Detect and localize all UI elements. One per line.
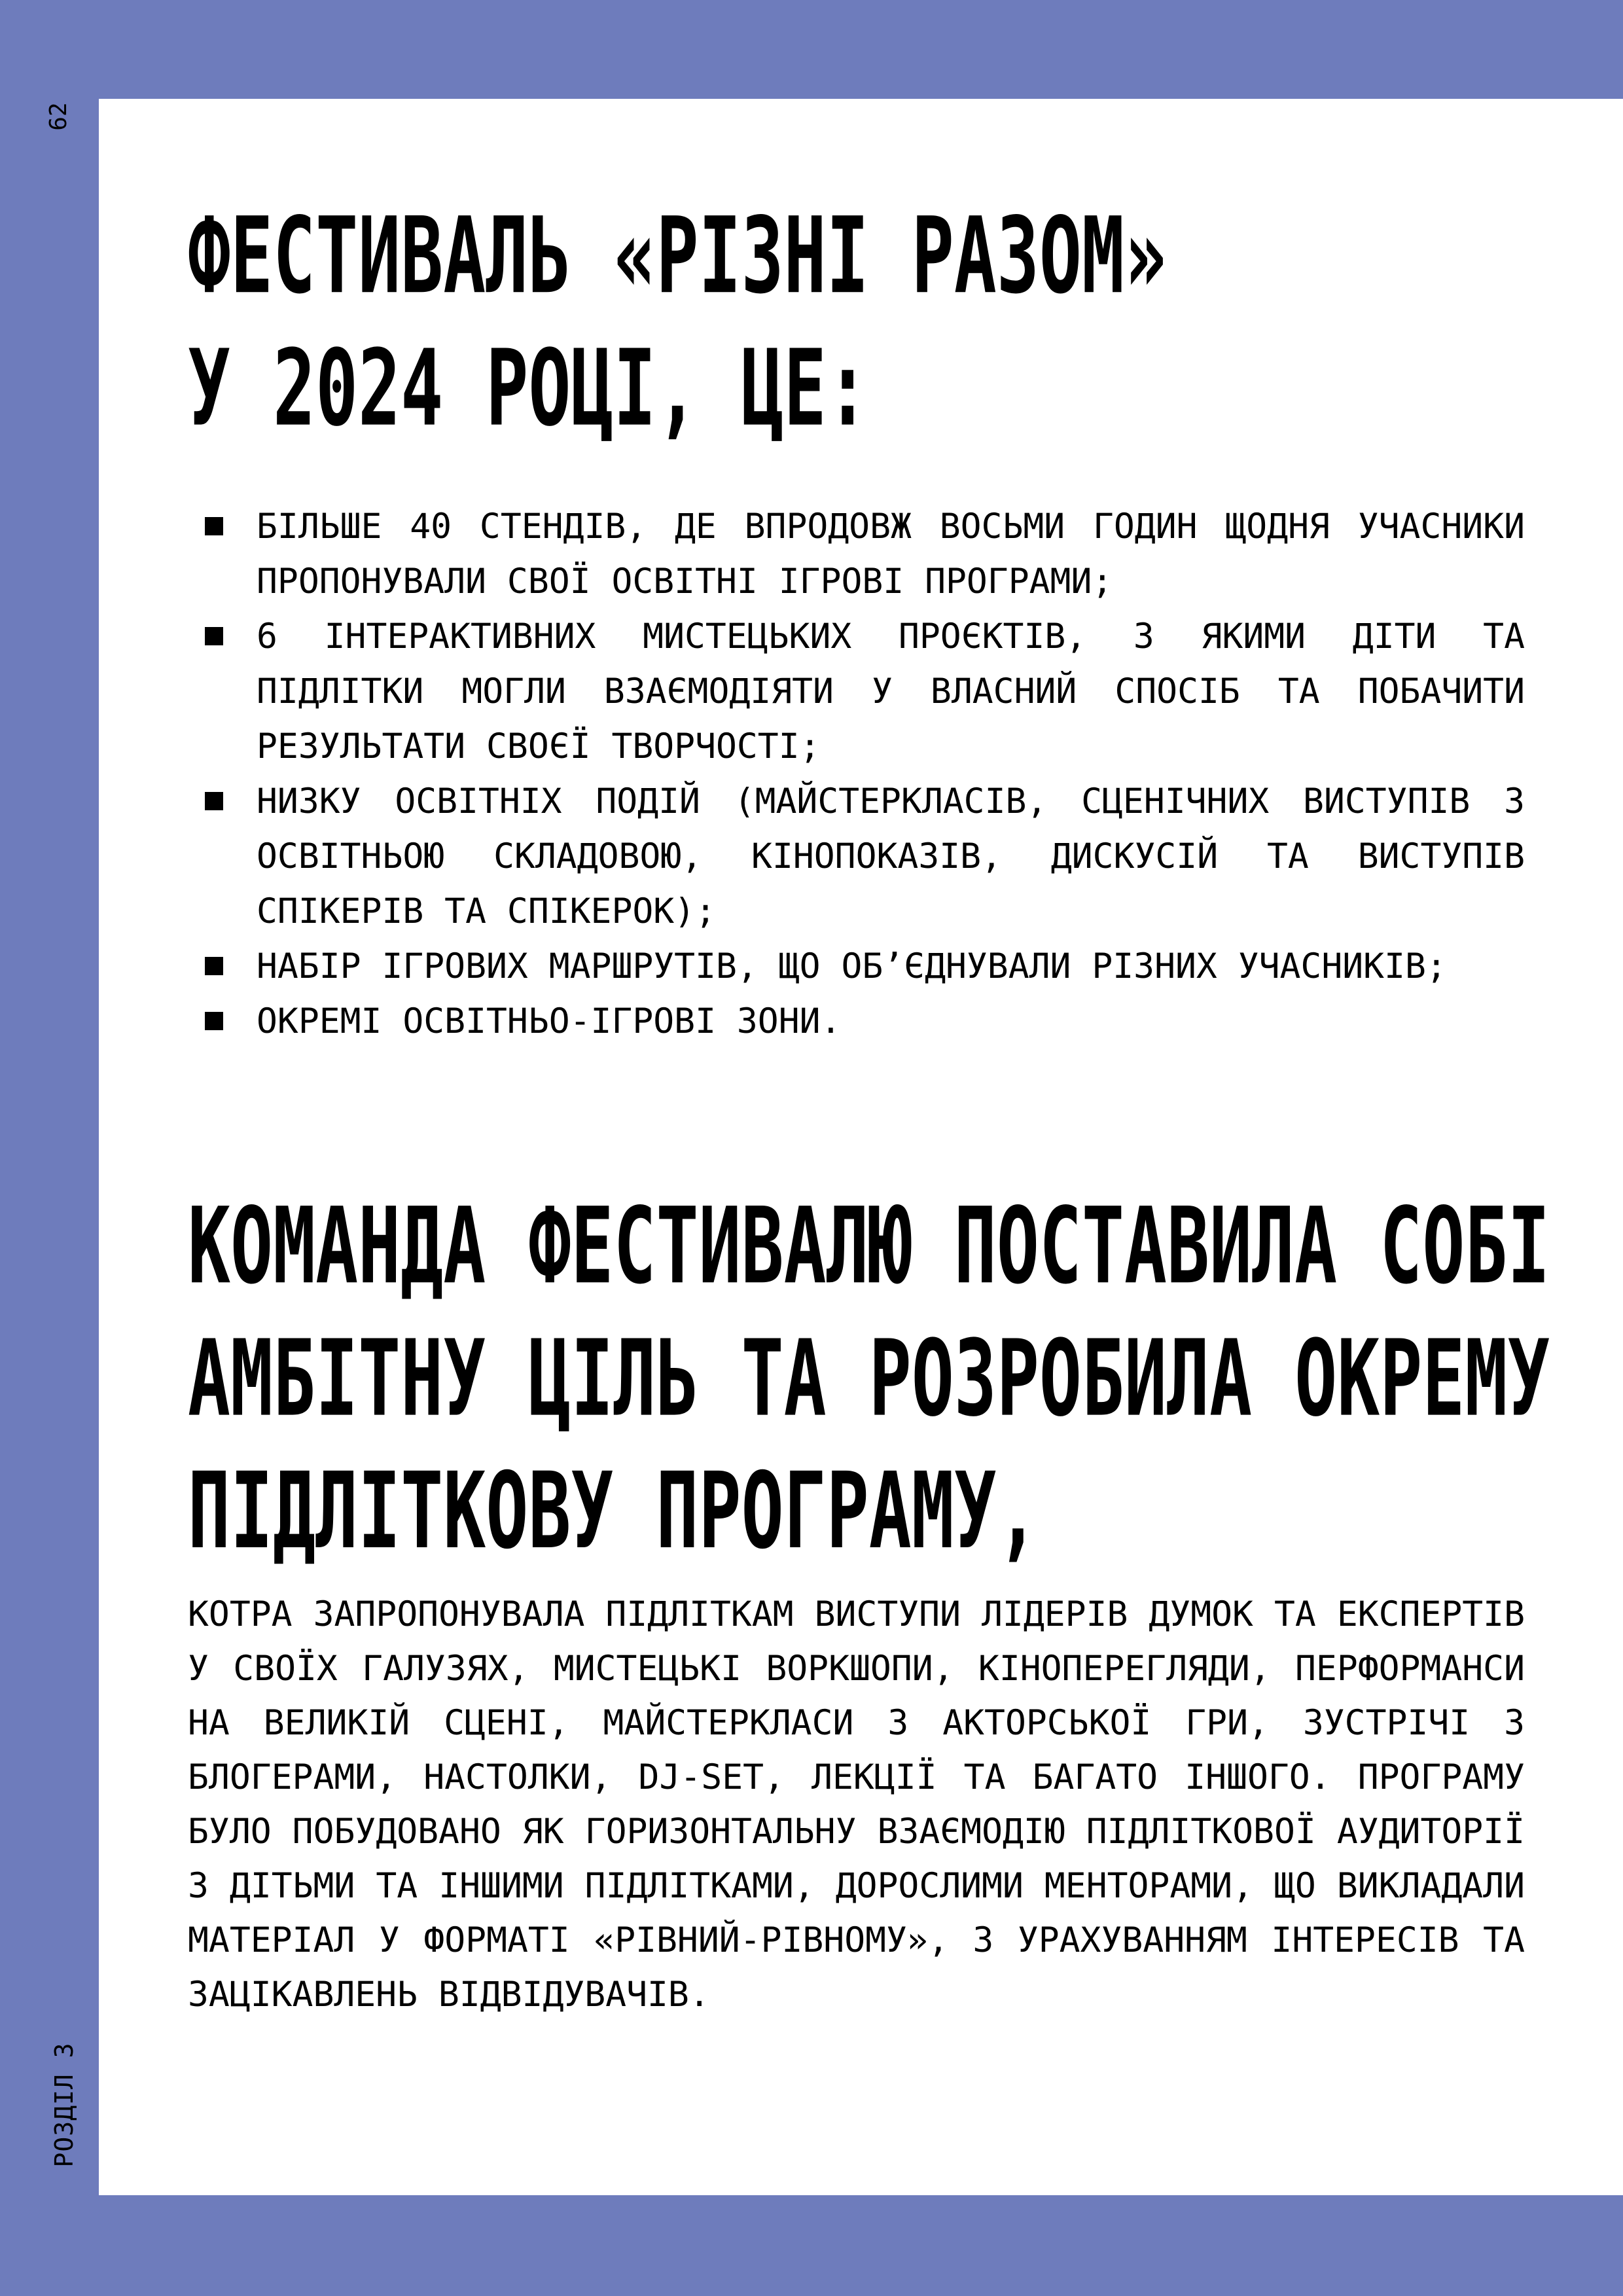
section-headline [188, 1180, 1550, 1577]
headline-line-1: КОМАНДА ФЕСТИВАЛЮ ПОСТАВИЛА СОБІ [188, 1185, 1550, 1308]
list-item [257, 939, 1525, 994]
page-title [188, 190, 1167, 455]
list-item-text: НИЗКУ ОСВІТНІХ ПОДІЙ (МАЙСТЕРКЛАСІВ, СЦЕНІЧНИХ ВИСТУПІВ З ОСВІТНЬОЮ СКЛАДОВОЮ, КІНОПОКАЗІВ, ДИСКУСІЙ ТА ВИСТУПІВ СПІКЕРІВ ТА СПІКЕРОК); [257, 781, 1525, 931]
list-item-text: НАБІР ІГРОВИХ МАРШРУТІВ, ЩО ОБ’ЄДНУВАЛИ РІЗНИХ УЧАСНИКІВ; [257, 946, 1447, 986]
feature-list [257, 499, 1525, 1049]
square-bullet-icon [205, 792, 223, 810]
list-item [257, 994, 1525, 1049]
list-item [257, 609, 1525, 774]
square-bullet-icon [205, 627, 223, 645]
square-bullet-icon [205, 517, 223, 535]
title-line-1: ФЕСТИВАЛЬ «РІЗНІ РАЗОМ» [188, 194, 1168, 317]
page-number: 62 [45, 102, 72, 131]
headline-line-2: АМБІТНУ ЦІЛЬ ТА РОЗРОБИЛА ОКРЕМУ [188, 1318, 1550, 1441]
list-item [257, 774, 1525, 939]
title-line-2: У 2024 РОЦІ, ЦЕ: [188, 327, 869, 450]
square-bullet-icon [205, 1012, 223, 1030]
list-item-text: БІЛЬШЕ 40 СТЕНДІВ, ДЕ ВПРОДОВЖ ВОСЬМИ ГОДИН ЩОДНЯ УЧАСНИКИ ПРОПОНУВАЛИ СВОЇ ОСВІТНІ ІГРОВІ ПРОГРАМИ; [257, 507, 1525, 601]
headline-line-3: ПІДЛІТКОВУ ПРОГРАМУ, [188, 1450, 1039, 1573]
list-item-text: 6 ІНТЕРАКТИВНИХ МИСТЕЦЬКИХ ПРОЄКТІВ, З ЯКИМИ ДІТИ ТА ПІДЛІТКИ МОГЛИ ВЗАЄМОДІЯТИ У ВЛАСНИЙ СПОСІБ ТА ПОБАЧИТИ РЕЗУЛЬТАТИ СВОЄЇ ТВОРЧОСТІ; [257, 617, 1525, 766]
list-item [257, 499, 1525, 609]
body-paragraph: КОТРА ЗАПРОПОНУВАЛА ПІДЛІТКАМ ВИСТУПИ ЛІДЕРІВ ДУМОК ТА ЕКСПЕРТІВ У СВОЇХ ГАЛУЗЯХ, МИСТЕЦЬКІ ВОРКШОПИ, КІНОПЕРЕГЛЯДИ, ПЕРФОРМАНСИ НА ВЕЛИКІЙ СЦЕНІ, МАЙСТЕРКЛАСИ З АКТОРСЬКОЇ ГРИ, ЗУСТРІЧІ З БЛОГЕРАМИ, НАСТОЛКИ, DJ-SET, ЛЕКЦІЇ ТА БАГАТО ІНШОГО. ПРОГРАМУ БУЛО ПОБУДОВАНО ЯК ГОРИЗОНТАЛЬНУ ВЗАЄМОДІЮ ПІДЛІТКОВОЇ АУДИТОРІЇ З ДІТЬМИ ТА ІНШИМИ ПІДЛІТКАМИ, ДОРОСЛИМИ МЕНТОРАМИ, ЩО ВИКЛАДАЛИ МАТЕРІАЛ У ФОРМАТІ «РІВНИЙ-РІВНОМУ», З УРАХУВАННЯМ ІНТЕРЕСІВ ТА ЗАЦІКАВЛЕНЬ ВІДВІДУВАЧІВ. [188, 1594, 1525, 2015]
list-item-text: ОКРЕМІ ОСВІТНЬО-ІГРОВІ ЗОНИ. [257, 1001, 842, 1041]
square-bullet-icon [205, 957, 223, 975]
section-label: РОЗДІЛ 3 [50, 2042, 79, 2168]
